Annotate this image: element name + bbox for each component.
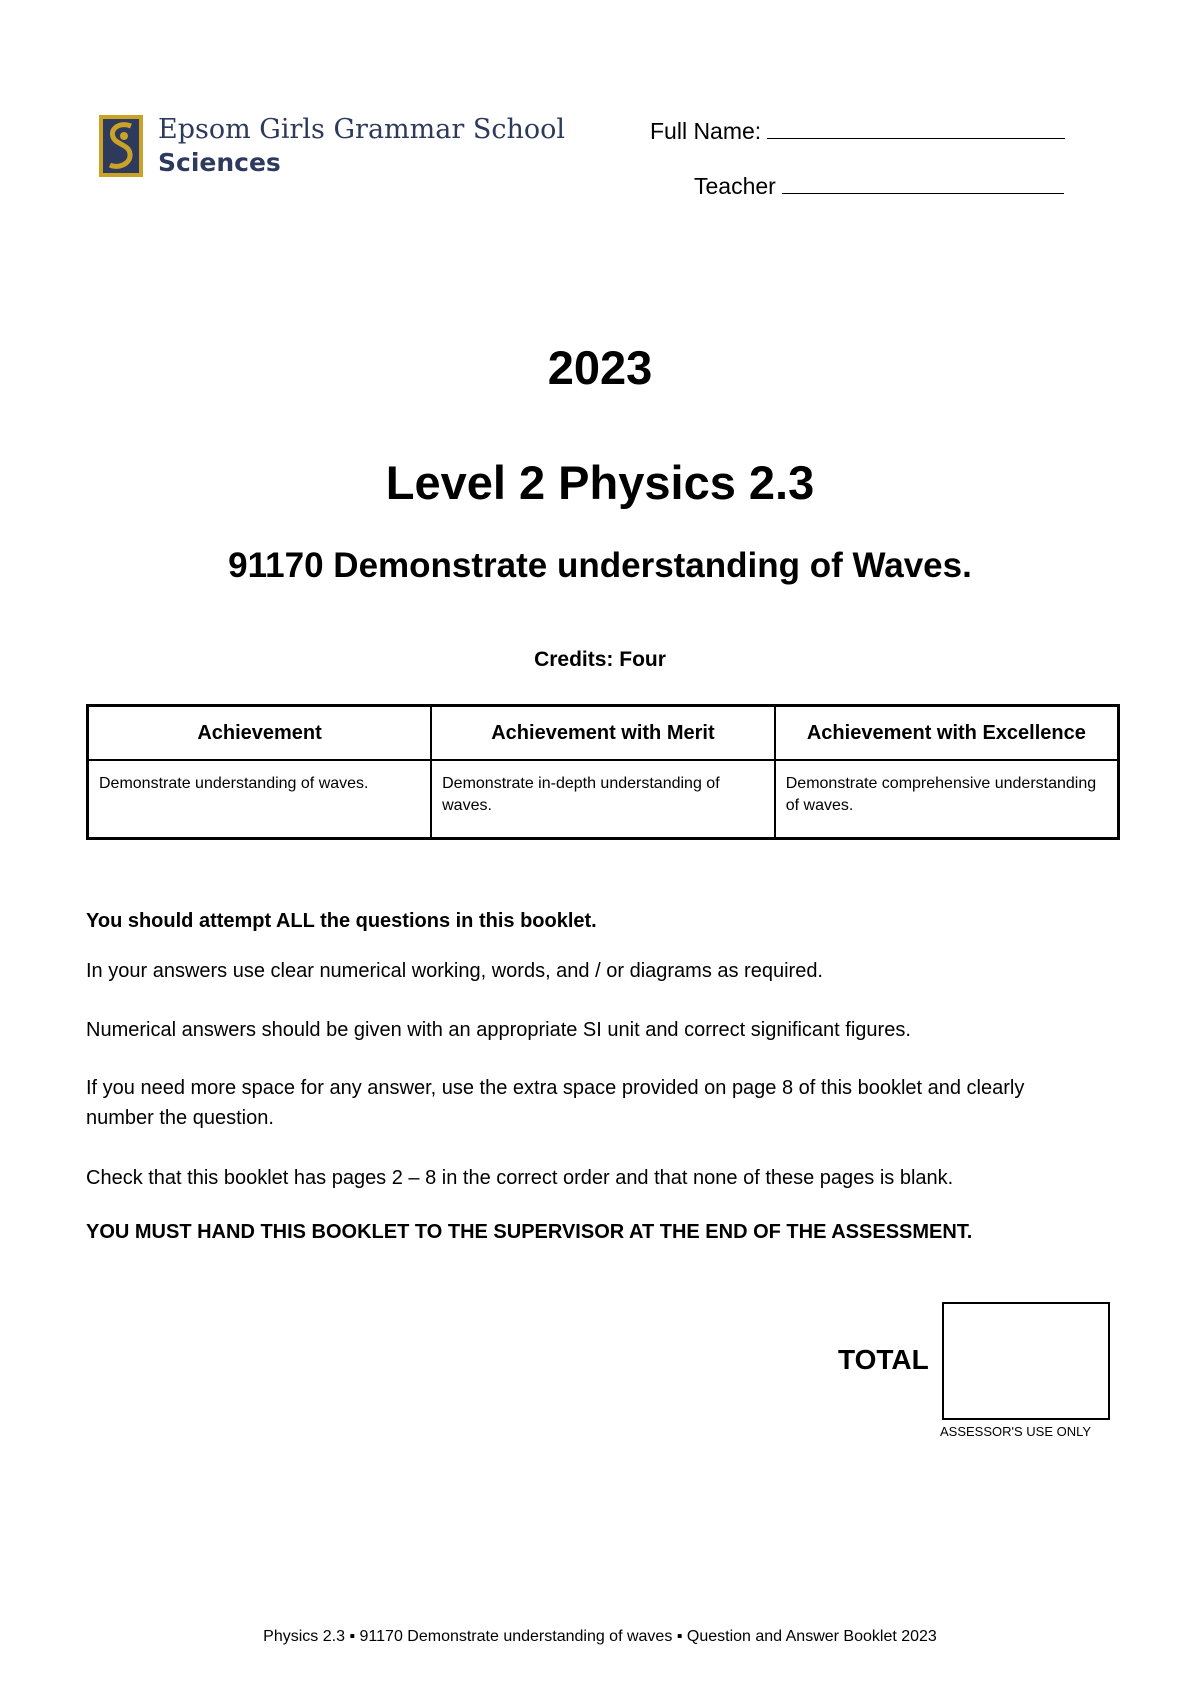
instruction-working: In your answers use clear numerical working, words, and / or diagrams as required. [86,960,823,982]
full-name-label: Full Name: [650,118,762,144]
page-footer: Physics 2.3 ▪ 91170 Demonstrate understanding of waves ▪ Question and Answer Booklet 2023 [263,1628,937,1645]
full-name-line[interactable] [767,120,1065,139]
header-achievement: Achievement [88,706,432,761]
total-label: TOTAL [838,1344,929,1375]
total-score-box[interactable] [942,1302,1110,1420]
cell-merit: Demonstrate in-depth understanding of waves. [431,760,775,839]
cell-excellence: Demonstrate comprehensive understanding of waves. [775,760,1119,839]
instruction-attempt-all: You should attempt ALL the questions in this booklet. [86,910,597,932]
instruction-check-pages: Check that this booklet has pages 2 – 8 in the correct order and that none of these pages is blank. [86,1167,954,1189]
credits-label: Credits: Four [534,648,666,671]
school-crest-icon [98,114,144,178]
page-title: Level 2 Physics 2.3 [385,456,815,509]
cell-achievement: Demonstrate understanding of waves. [88,760,432,839]
department-name: Sciences [158,148,281,177]
instruction-si-units: Numerical answers should be given with an appropriate SI unit and correct significant figures. [86,1019,911,1041]
teacher-label: Teacher [694,173,776,199]
achievement-table [86,704,1120,840]
instruction-hand-in: YOU MUST HAND THIS BOOKLET TO THE SUPERVISOR AT THE END OF THE ASSESSMENT. [86,1221,973,1243]
teacher-field[interactable] [694,173,1064,200]
header-merit: Achievement with Merit [431,706,775,761]
standard-subtitle: 91170 Demonstrate understanding of Waves. [228,546,972,585]
school-logo [98,112,598,182]
table-row [88,760,1119,839]
exam-year: 2023 [547,341,653,394]
full-name-field[interactable] [650,118,1065,145]
header-excellence: Achievement with Excellence [775,706,1119,761]
instruction-extra-space: If you need more space for any answer, use the extra space provided on page 8 of this booklet and clearly number the question. [86,1077,1025,1129]
table-header-row [88,706,1119,761]
assessor-note: ASSESSOR'S USE ONLY [940,1424,1092,1439]
school-name: Epsom Girls Grammar School [158,114,565,145]
teacher-line[interactable] [782,175,1064,194]
